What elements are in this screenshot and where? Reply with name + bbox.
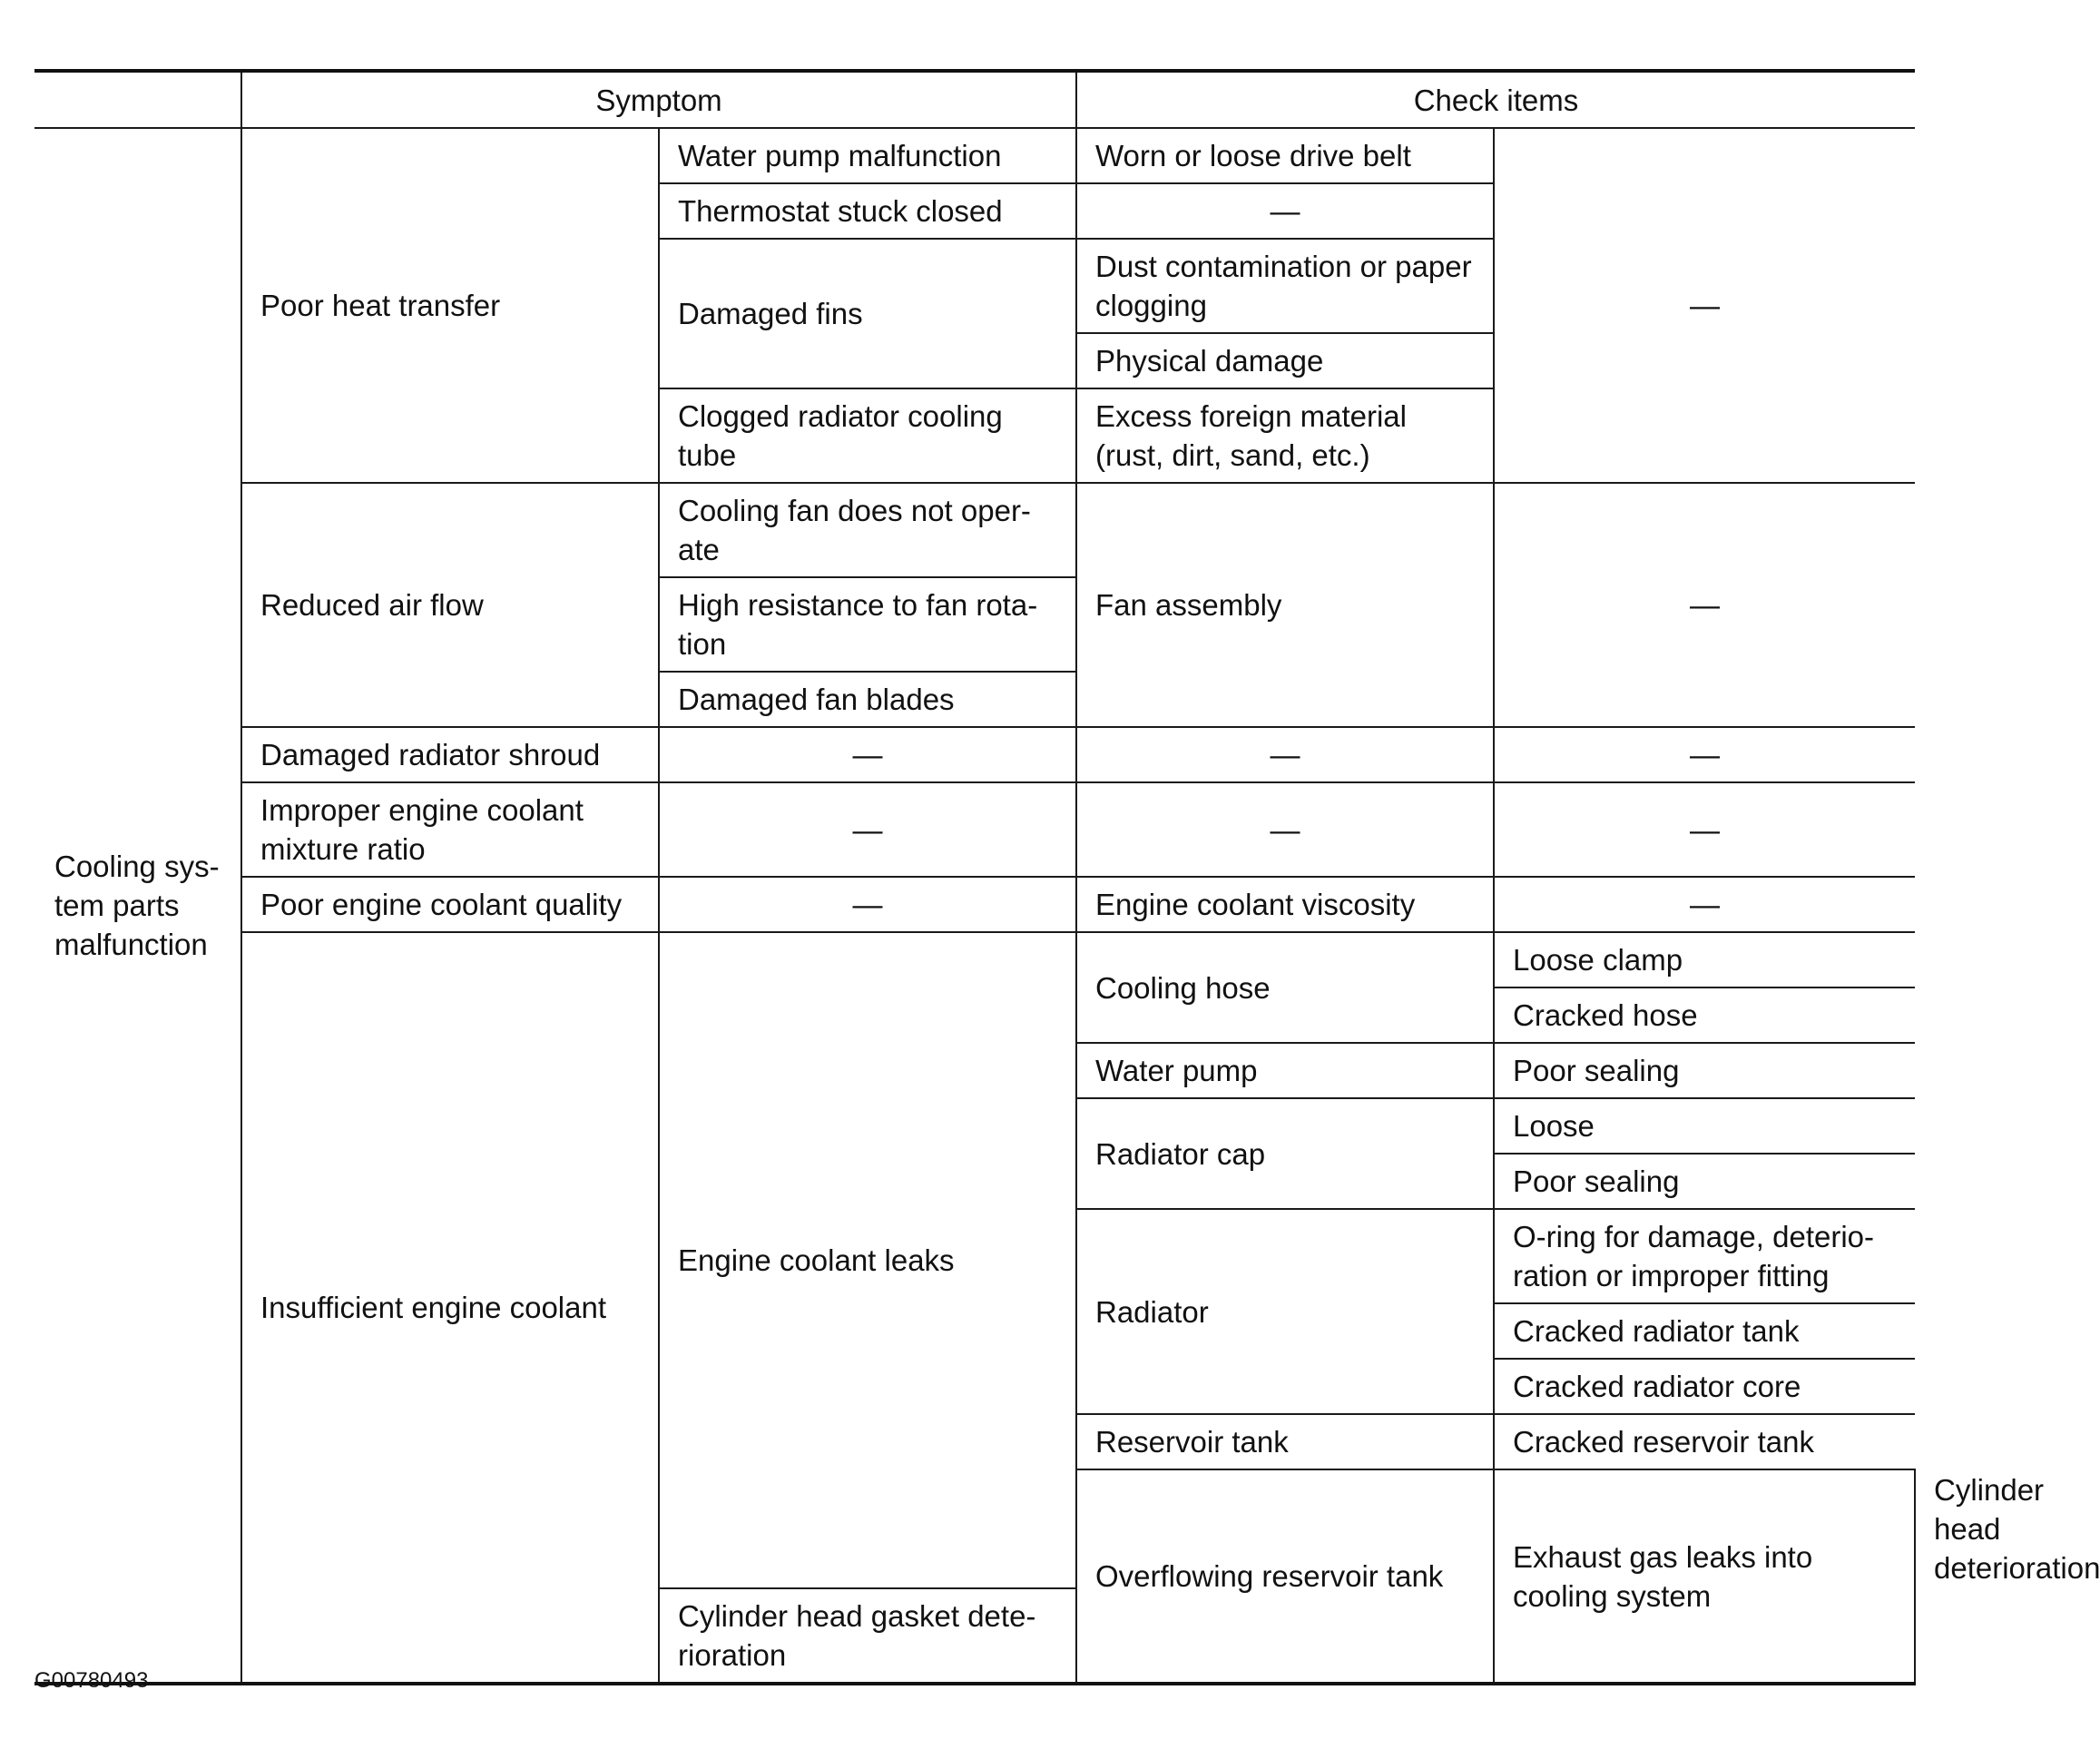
- diagnosis-table-container: [34, 69, 2100, 1685]
- dash-cell: —: [659, 727, 1076, 782]
- table-row: Overflowing reservoir tank Exhaust gas leaks into cooling system Cylinder head deterioration: [34, 1469, 1915, 1588]
- dash-cell: —: [1494, 782, 1915, 877]
- symptom-damaged-shroud: Damaged radiator shroud: [241, 727, 659, 782]
- dash-cell: —: [659, 877, 1076, 932]
- table-row: [34, 932, 1915, 987]
- check-reservoir-tank: Reservoir tank: [1076, 1414, 1494, 1469]
- cause-damaged-fins: Damaged fins: [659, 239, 1076, 388]
- cause-water-pump-malfunction: Water pump malfunction: [659, 128, 1076, 183]
- category-cell: Cooling sys- tem parts malfunction: [34, 128, 241, 1684]
- symptom-improper-ratio: Improper engine coolant mixture ratio: [241, 782, 659, 877]
- check-fan-assembly: Fan assembly: [1076, 483, 1494, 727]
- header-check-items: Check items: [1076, 71, 1915, 128]
- table-header-row: [34, 71, 1915, 128]
- check-excess-foreign-material: Excess foreign material (rust, dirt, sand, etc.): [1076, 388, 1494, 483]
- cause-thermostat-stuck: Thermostat stuck closed: [659, 183, 1076, 239]
- symptom-insufficient-coolant: Insufficient engine coolant: [241, 932, 659, 1684]
- figure-id-label: G00780493: [34, 1668, 149, 1693]
- cause-overflowing-reservoir: Overflowing reservoir tank: [1076, 1469, 1494, 1684]
- check-thermostat-dash: —: [1076, 183, 1494, 239]
- check-cracked-reservoir-tank: Cracked reservoir tank: [1494, 1414, 1915, 1469]
- check-cracked-radiator-tank: Cracked radiator tank: [1494, 1303, 1915, 1359]
- check-cracked-radiator-core: Cracked radiator core: [1494, 1359, 1915, 1414]
- check-radiator: Radiator: [1076, 1209, 1494, 1414]
- check-worn-drive-belt: Worn or loose drive belt: [1076, 128, 1494, 183]
- cause-high-resistance: High resistance to fan rota- tion: [659, 577, 1076, 672]
- check-cap-loose: Loose: [1494, 1098, 1915, 1154]
- check-cooling-hose: Cooling hose: [1076, 932, 1494, 1043]
- cause-coolant-leaks: Engine coolant leaks: [659, 932, 1076, 1588]
- header-symptom: Symptom: [241, 71, 1076, 128]
- symptom-poor-heat-transfer: Poor heat transfer: [241, 128, 659, 483]
- table-row: [34, 483, 1915, 577]
- cause-clogged-tube: Clogged radiator cooling tube: [659, 388, 1076, 483]
- cause-fan-not-operate: Cooling fan does not oper- ate: [659, 483, 1076, 577]
- dash-cell: —: [1076, 782, 1494, 877]
- check-cap-poor-sealing: Poor sealing: [1494, 1154, 1915, 1209]
- check-dust-contamination: Dust contamination or paper clogging: [1076, 239, 1494, 333]
- header-corner-cell: [34, 71, 241, 128]
- table-row: [34, 782, 1915, 877]
- table-row: [34, 727, 1915, 782]
- dash-cell: —: [1494, 877, 1915, 932]
- table-row: [34, 128, 1915, 183]
- check-extra-dash: —: [1494, 128, 1915, 483]
- symptom-poor-quality: Poor engine coolant quality: [241, 877, 659, 932]
- check-gasket-deterioration: Cylinder head gasket dete- rioration: [659, 1588, 1076, 1684]
- dash-cell: —: [1076, 727, 1494, 782]
- check-wp-poor-sealing: Poor sealing: [1494, 1043, 1915, 1098]
- table-row: [34, 877, 1915, 932]
- cause-damaged-fan-blades: Damaged fan blades: [659, 672, 1076, 727]
- diagnosis-table: [34, 69, 2100, 1685]
- check-coolant-viscosity: Engine coolant viscosity: [1076, 877, 1494, 932]
- check-oring: O-ring for damage, deterio- ration or improper fitting: [1494, 1209, 1915, 1303]
- dash-cell: —: [1494, 727, 1915, 782]
- check-loose-clamp: Loose clamp: [1494, 932, 1915, 987]
- check-water-pump: Water pump: [1076, 1043, 1494, 1098]
- check-physical-damage: Physical damage: [1076, 333, 1494, 388]
- check-extra-dash: —: [1494, 483, 1915, 727]
- symptom-reduced-air-flow: Reduced air flow: [241, 483, 659, 727]
- dash-cell: —: [659, 782, 1076, 877]
- check-cracked-hose: Cracked hose: [1494, 987, 1915, 1043]
- check-radiator-cap: Radiator cap: [1076, 1098, 1494, 1209]
- check-exhaust-gas-leaks: Exhaust gas leaks into cooling system: [1494, 1469, 1915, 1684]
